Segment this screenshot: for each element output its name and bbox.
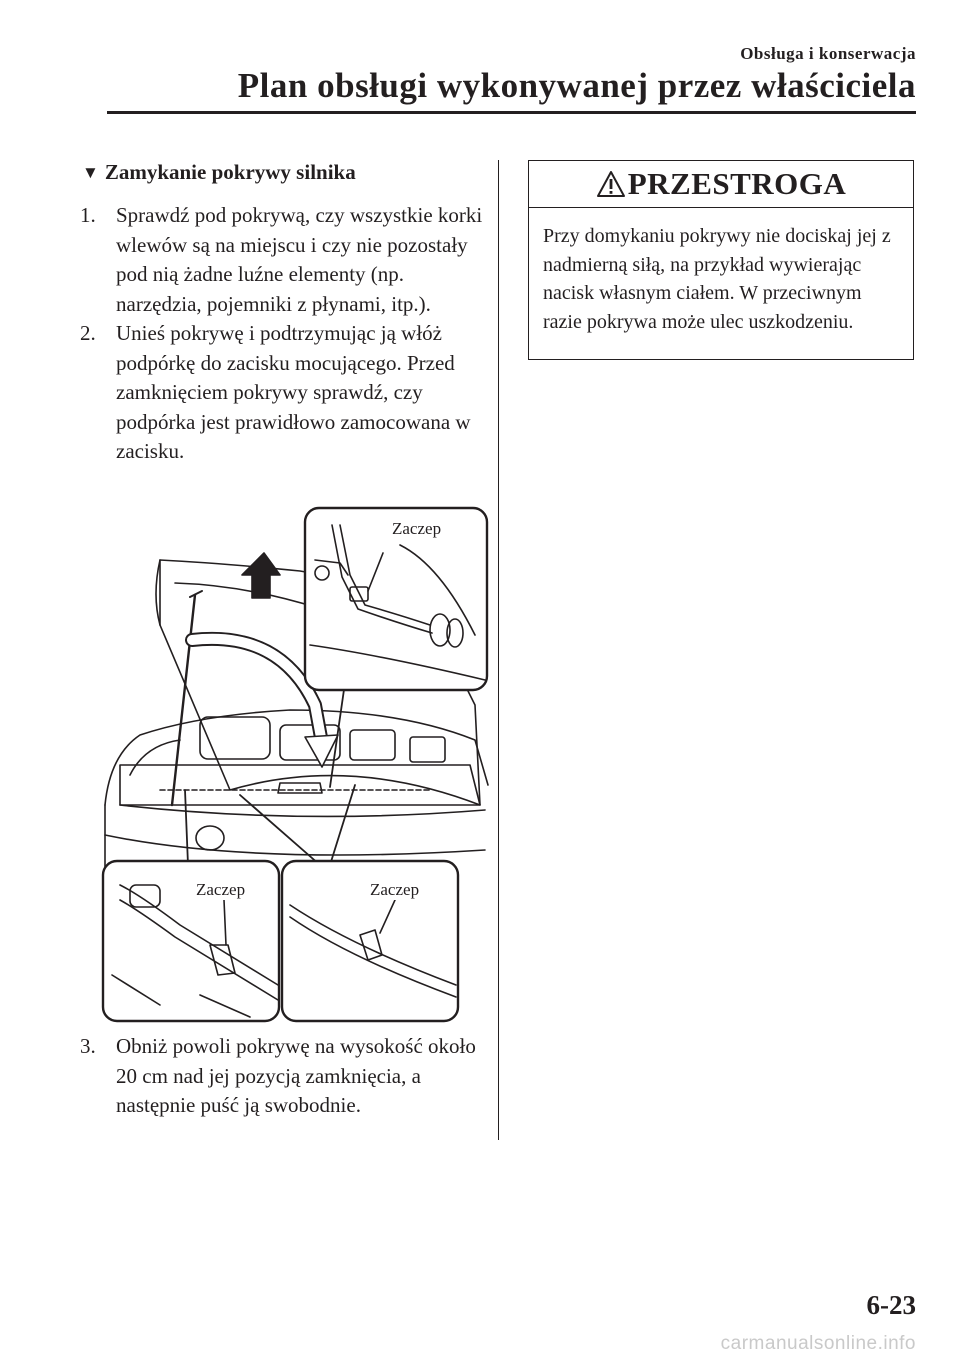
caution-box [528,160,914,360]
step-item [80,201,492,319]
step-text: Unieś pokrywę i podtrzymując ją włóż podpórkę do zacisku mocującego. Przed zamknięciem pokrywy sprawdź, czy podpórka jest prawidłowo zamocowana w zacisku. [116,321,471,463]
callout-label-right: Zaczep [370,880,420,899]
subheading-text: Zamykanie pokrywy silnika [104,160,356,184]
warning-triangle-icon [596,170,626,198]
page-title: Plan obsługi wykonywanej przez właściciela [237,66,916,105]
step-number: 3. [80,1034,96,1058]
page-number: 6-23 [866,1290,916,1320]
hood-illustration [100,505,492,1025]
step-text: Sprawdź pod pokrywą, czy wszystkie korki wlewów są na miejscu i czy nie pozostały pod nią żadne luźne elementy (np. narzędzia, pojemniki z płynami, itp.). [116,203,483,316]
caution-header [529,161,913,208]
triangle-bullet-icon: ▼ [82,162,99,182]
step-text: Obniż powoli pokrywę na wysokość około 20 cm nad jej pozycją zamknięcia, a następnie puść ją swobodnie. [116,1034,476,1117]
step-item [80,319,492,467]
caution-text: Przy domykaniu pokrywy nie dociskaj jej z nadmierną siłą, na przykład wywierając nacisk własnym ciałem. W przeciwnym razie pokrywa może ulec uszkodzeniu. [543,225,891,333]
header-rule [107,111,916,114]
caution-body [529,208,913,336]
header-section: Obsługa i konserwacja [740,44,916,63]
left-column [80,160,492,467]
watermark: carmanualsonline.info [720,1333,916,1354]
step-item [80,1032,492,1121]
subheading [82,160,492,185]
callout-label-top: Zaczep [392,519,442,538]
step-number: 2. [80,321,96,345]
caution-title: PRZESTROGA [627,166,847,201]
column-divider [498,160,499,1140]
callout-label-left: Zaczep [196,880,246,899]
step-number: 1. [80,203,96,227]
